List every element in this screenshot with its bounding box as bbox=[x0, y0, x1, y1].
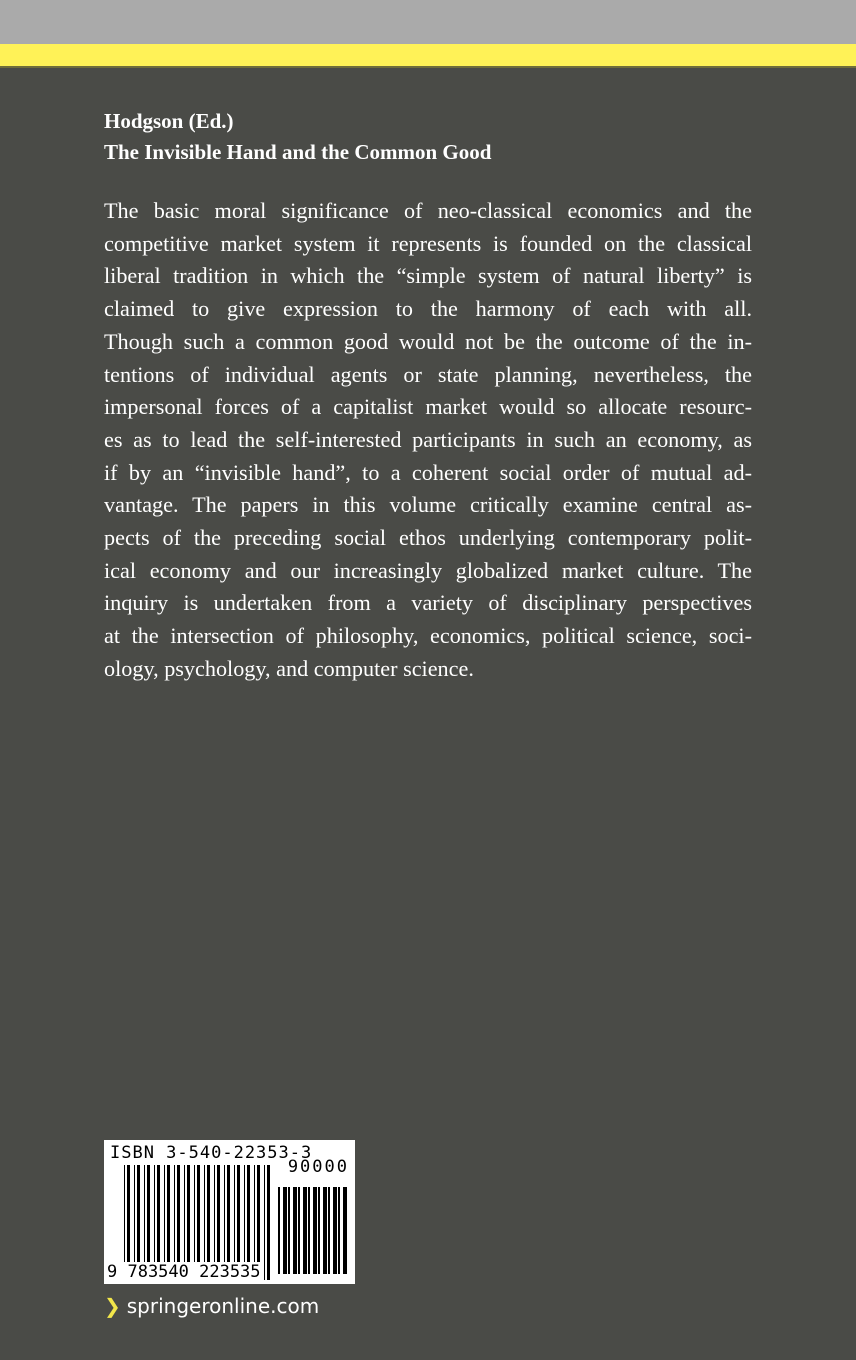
blurb-line: if by an “invisible hand”, to a coherent social order of mutual ad- bbox=[104, 459, 752, 485]
blurb-line: Though such a common good would not be the outcome of the in- bbox=[104, 328, 752, 354]
blurb-line: at the intersection of philosophy, economics, political science, soci- bbox=[104, 623, 752, 649]
blurb-line: liberal tradition in which the “simple system of natural liberty” is bbox=[104, 263, 752, 289]
barcode-bar bbox=[308, 1187, 310, 1274]
barcode-bar bbox=[323, 1187, 327, 1274]
book-header bbox=[104, 106, 491, 168]
accent-stripe bbox=[0, 44, 856, 68]
blurb-line: impersonal forces of a capitalist market would so allocate resourc- bbox=[104, 394, 752, 420]
blurb-line: ology, psychology, and computer science. bbox=[104, 655, 474, 681]
barcode-bar bbox=[313, 1187, 317, 1274]
barcode-bar bbox=[343, 1187, 347, 1274]
isbn-label: ISBN 3-540-22353-3 bbox=[110, 1143, 313, 1163]
barcode-bar bbox=[267, 1165, 270, 1280]
barcode-bar bbox=[278, 1187, 280, 1274]
barcode bbox=[104, 1140, 355, 1284]
blurb-line: inquiry is undertaken from a variety of disciplinary perspectives bbox=[104, 590, 752, 616]
blurb-line: tentions of individual agents or state planning, nevertheless, the bbox=[104, 361, 752, 387]
barcode-bar bbox=[303, 1187, 307, 1274]
top-band bbox=[0, 0, 856, 44]
blurb-text bbox=[104, 195, 752, 686]
barcode-bar bbox=[298, 1187, 300, 1274]
barcode-bar bbox=[283, 1187, 287, 1274]
website-link[interactable] bbox=[104, 1294, 319, 1318]
blurb-line: pects of the preceding social ethos underlying contemporary polit- bbox=[104, 525, 752, 551]
barcode-bar bbox=[328, 1187, 330, 1274]
ean-number: 9 783540 223535 bbox=[107, 1262, 261, 1282]
barcode-bar bbox=[318, 1187, 320, 1274]
price-code: 90000 bbox=[287, 1157, 349, 1177]
blurb-line: claimed to give expression to the harmony of each with all. bbox=[104, 296, 752, 322]
barcode-bar bbox=[338, 1187, 340, 1274]
barcode-bar bbox=[333, 1187, 337, 1274]
barcode-bar bbox=[293, 1187, 297, 1274]
book-title: The Invisible Hand and the Common Good bbox=[104, 140, 492, 164]
barcode-bars-addon bbox=[278, 1187, 348, 1274]
author: Hodgson (Ed.) bbox=[104, 109, 234, 133]
blurb-line: The basic moral significance of neo-classical economics and the bbox=[104, 198, 752, 223]
blurb-line: ical economy and our increasingly globalized market culture. The bbox=[104, 557, 752, 583]
blurb-line: vantage. The papers in this volume critically examine central as- bbox=[104, 492, 752, 518]
website-text: springeronline.com bbox=[126, 1294, 320, 1318]
blurb-line: es as to lead the self-interested participants in such an economy, as bbox=[104, 426, 752, 452]
barcode-bar bbox=[264, 1165, 265, 1280]
barcode-bar bbox=[288, 1187, 290, 1274]
chevron-right-icon: ❯ bbox=[104, 1294, 121, 1318]
blurb-line: competitive market system it represents is founded on the classical bbox=[104, 230, 752, 256]
